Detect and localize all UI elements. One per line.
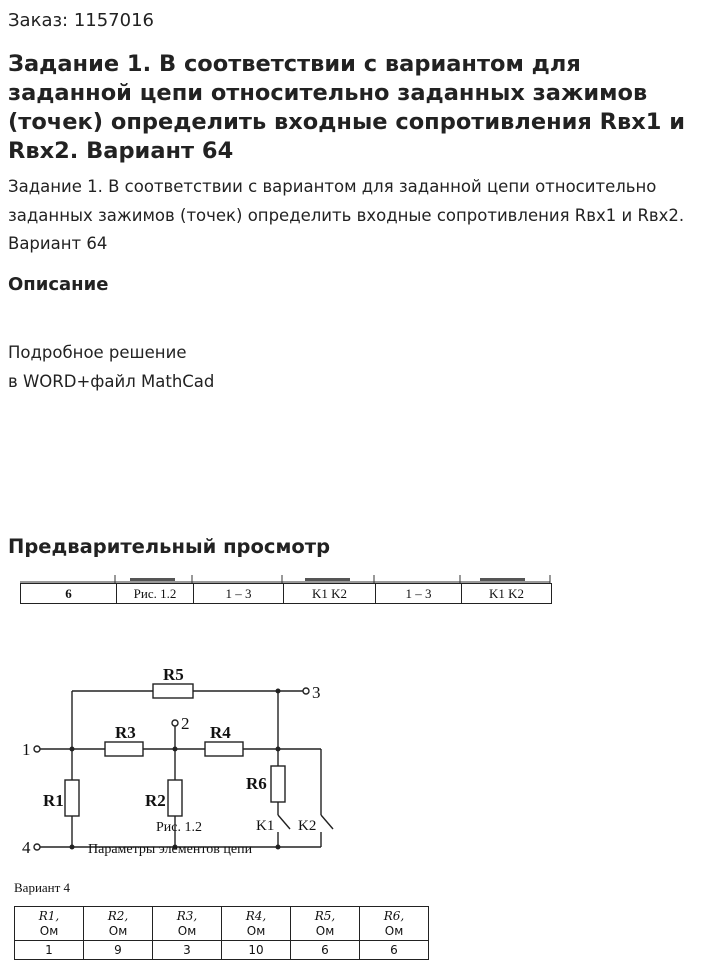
label-r3: R3: [115, 723, 136, 742]
resistor-r3: [105, 742, 143, 756]
table-cell: K1 K2: [284, 584, 376, 604]
task-description: Задание 1. В соответствии с вариантом для заданной цепи относительно заданных зажимов (точек) определить входные сопротивления Rвх1 и Rвх2. Вариант 64: [8, 177, 685, 253]
label-node-2: 2: [181, 714, 190, 733]
table-cell: 6: [360, 941, 429, 960]
table-header-cell: R4, Ом: [222, 907, 291, 941]
resistor-r6: [271, 766, 285, 802]
variant-label: Вариант 4: [14, 880, 71, 895]
table-cell: Рис. 1.2: [117, 584, 194, 604]
table-cell: 1 – 3: [194, 584, 284, 604]
label-node-3: 3: [312, 683, 321, 702]
label-k2: K2: [298, 818, 317, 834]
description-body: [8, 338, 214, 396]
figure-subcaption: Параметры элементов цепи: [88, 842, 253, 857]
cut-off-row: [20, 570, 550, 578]
label-node-1: 1: [22, 740, 31, 759]
label-k1: K1: [256, 818, 275, 834]
table-header-cell: R6, Ом: [360, 907, 429, 941]
label-r4: R4: [210, 723, 231, 742]
label-r2: R2: [145, 791, 166, 810]
table-row: [15, 941, 429, 960]
table-cell: 3: [153, 941, 222, 960]
table-header-row: [15, 907, 429, 941]
table-cell: 1: [15, 941, 84, 960]
table-header-cell: R2, Ом: [84, 907, 153, 941]
preview-image: [0, 570, 701, 980]
table-cell: 6: [21, 584, 117, 604]
table-cell: 10: [222, 941, 291, 960]
label-r1: R1: [43, 791, 64, 810]
label-node-4: 4: [22, 838, 31, 857]
page-title: Задание 1. В соответствии с вариантом для заданной цепи относительно заданных зажимов (точек) определить входные сопротивления Rвх1 и Rвх2. Вариант 64: [8, 51, 685, 164]
table-row: [21, 584, 552, 604]
table-cell: 6: [291, 941, 360, 960]
figure-caption: Рис. 1.2: [156, 820, 202, 835]
table-header-cell: R1, Ом: [15, 907, 84, 941]
resistor-r5: [153, 684, 193, 698]
order-number: Заказ: 1157016: [8, 10, 154, 31]
variant-table: [20, 583, 552, 604]
description-line-2: в WORD+файл MathCad: [8, 372, 215, 391]
params-table: [14, 906, 429, 960]
preview-heading: Предварительный просмотр: [8, 535, 331, 558]
resistor-r1: [65, 780, 79, 816]
table-header-cell: R5, Ом: [291, 907, 360, 941]
label-r6: R6: [246, 774, 267, 793]
resistor-r2: [168, 780, 182, 816]
description-heading: Описание: [8, 274, 109, 295]
description-line-1: Подробное решение: [8, 343, 187, 362]
resistor-r4: [205, 742, 243, 756]
table-cell: 1 – 3: [376, 584, 462, 604]
table-cell: K1 K2: [462, 584, 552, 604]
table-cell: 9: [84, 941, 153, 960]
table-header-cell: R3, Ом: [153, 907, 222, 941]
label-r5: R5: [163, 665, 184, 684]
